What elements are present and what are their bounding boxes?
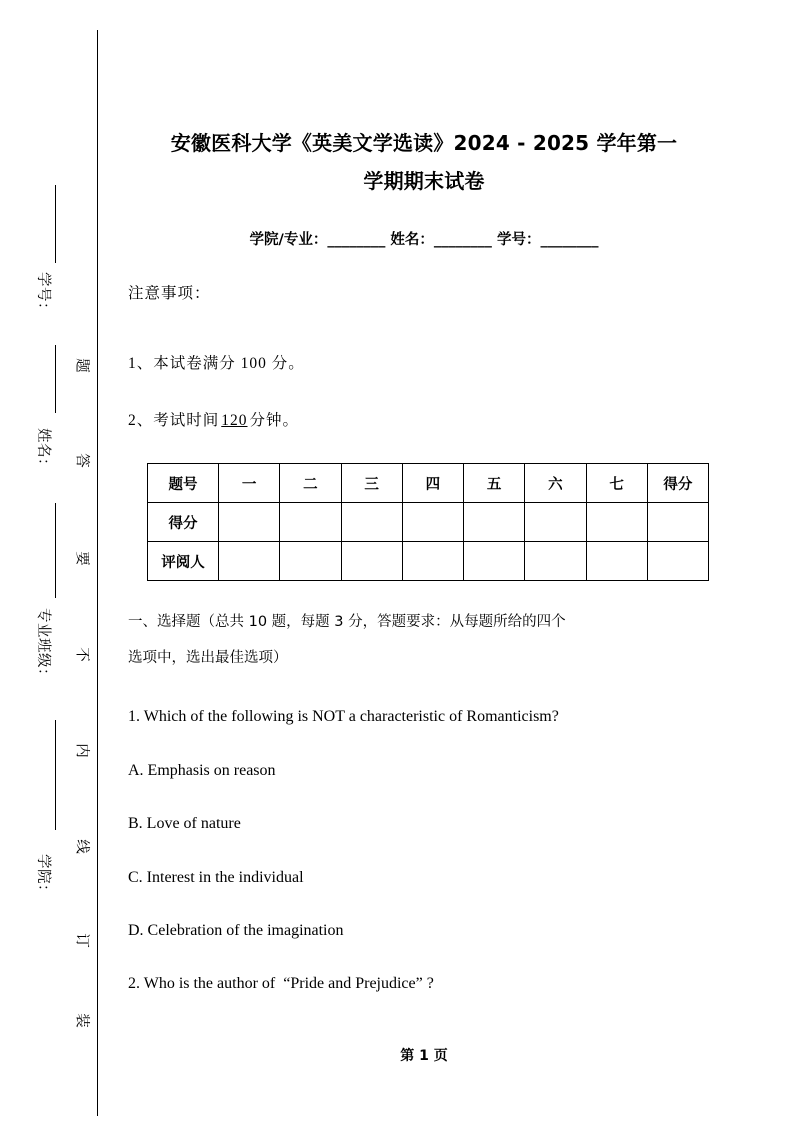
binding-char-bu: 不 [73,647,90,662]
binding-char-nei: 内 [73,743,90,758]
question-1-option-c[interactable]: C. Interest in the individual [128,869,304,886]
notes-item-2 [128,408,720,430]
margin-label-college: 学院： [35,854,51,899]
score-table-header-cell: 五 [464,464,525,503]
binding-line-segment [55,185,56,263]
page-title [128,124,720,200]
binding-line-inner [97,30,98,1116]
question-1-option-d[interactable]: D. Celebration of the imagination [128,922,344,939]
binding-line-segment [55,720,56,830]
binding-char-ding: 订 [73,933,90,948]
binding-margin [0,0,118,1122]
reviewer-cell[interactable] [219,542,280,581]
section-heading [128,604,720,676]
reviewer-cell[interactable] [402,542,463,581]
page-title-line-1: 安徽医科大学《英美文学选读》2024 - 2025 学年第一 [170,131,678,155]
score-table-wrapper [147,463,709,581]
notes-item-2-prefix: 2、考试时间 [128,412,220,429]
question-1-option-b[interactable]: B. Love of nature [128,815,241,832]
score-table-header-cell: 七 [586,464,647,503]
page-footer: 第 1 页 [400,1048,448,1064]
score-cell[interactable] [219,503,280,542]
binding-char-ti: 题 [73,358,90,373]
binding-char-da: 答 [73,453,90,468]
margin-label-name: 姓名： [35,428,51,473]
table-row [148,464,709,503]
score-table-header-cell: 得分 [647,464,708,503]
score-table-row-label: 得分 [148,503,219,542]
reviewer-cell[interactable] [464,542,525,581]
reviewer-cell[interactable] [525,542,586,581]
score-cell[interactable] [280,503,341,542]
question-1-option-a[interactable]: A. Emphasis on reason [128,762,276,779]
reviewer-cell[interactable] [647,542,708,581]
table-row [148,542,709,581]
margin-label-class: 专业班级： [35,608,51,683]
reviewer-cell[interactable] [280,542,341,581]
exam-duration-value: 120 [221,412,248,429]
page-title-line-2: 学期期末试卷 [363,169,485,193]
notes-heading: 注意事项： [128,285,211,302]
student-info-line: 学院/专业：________ 姓名：________ 学号：________ [249,232,599,248]
score-cell[interactable] [341,503,402,542]
section-heading-line-2: 选项中，选出最佳选项） [128,650,288,666]
question-2-stem: 2. Who is the author of “Pride and Prejudice” ? [128,975,434,992]
reviewer-cell[interactable] [586,542,647,581]
notes-item-2-suffix: 分钟。 [249,412,300,429]
question-1-stem: 1. Which of the following is NOT a characteristic of Romanticism? [128,708,559,725]
score-cell[interactable] [402,503,463,542]
reviewer-cell[interactable] [341,542,402,581]
score-table-header-cell: 三 [341,464,402,503]
score-table-header-cell: 一 [219,464,280,503]
score-table [147,463,709,581]
binding-char-zhuang: 装 [73,1013,90,1028]
score-cell[interactable] [586,503,647,542]
score-table-header-cell: 题号 [148,464,219,503]
score-cell[interactable] [525,503,586,542]
score-table-header-cell: 二 [280,464,341,503]
binding-char-xian: 线 [73,839,90,854]
binding-line-segment [55,503,56,598]
margin-label-student-id: 学号： [35,272,51,317]
score-cell[interactable] [464,503,525,542]
section-heading-line-1: 一、选择题（总共 10 题，每题 3 分，答题要求：从每题所给的四个 [128,614,566,630]
score-cell[interactable] [647,503,708,542]
score-table-header-cell: 四 [402,464,463,503]
binding-char-yao: 要 [73,551,90,566]
score-table-row-label: 评阅人 [148,542,219,581]
score-table-header-cell: 六 [525,464,586,503]
table-row [148,503,709,542]
binding-line-segment [55,345,56,413]
notes-item-1: 1、本试卷满分 100 分。 [128,355,305,372]
